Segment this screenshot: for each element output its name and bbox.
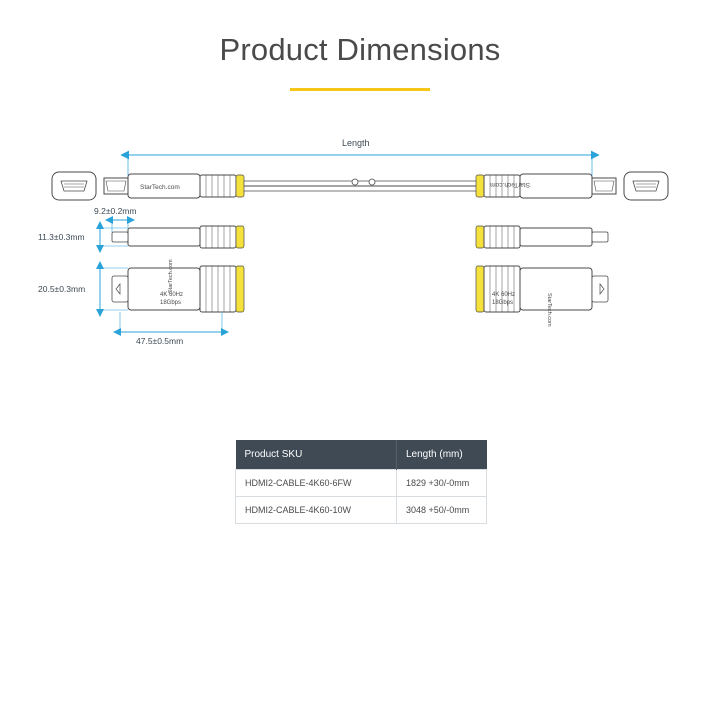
cell-sku: HDMI2-CABLE-4K60-10W	[236, 497, 397, 524]
svg-text:4K 60Hz: 4K 60Hz	[492, 292, 516, 298]
page-title: Product Dimensions	[219, 32, 501, 67]
right-connector	[476, 174, 616, 198]
left-connector	[104, 174, 244, 198]
svg-text:StarTech.com: StarTech.com	[168, 259, 174, 293]
dimension-label-connector-length: 47.5±0.5mm	[136, 336, 184, 346]
cell-length: 3048 +50/-0mm	[397, 497, 487, 524]
cable-break-symbol	[352, 179, 375, 185]
cable-dimension-diagram	[0, 120, 720, 370]
sku-table-wrapper	[235, 440, 487, 524]
table-row	[236, 497, 487, 524]
left-port-outline	[52, 172, 96, 200]
cell-sku: HDMI2-CABLE-4K60-6FW	[236, 470, 397, 497]
cable-side-view	[112, 226, 608, 248]
svg-text:18Gbps: 18Gbps	[160, 300, 182, 306]
cell-length: 1829 +30/-0mm	[397, 470, 487, 497]
cable-main-view	[52, 172, 668, 200]
table-row	[236, 470, 487, 497]
diagram-svg	[0, 120, 720, 370]
dimension-label-depth: 20.5±0.3mm	[38, 284, 86, 294]
svg-text:StarTech.com: StarTech.com	[140, 184, 180, 191]
svg-text:StarTech.com: StarTech.com	[546, 293, 552, 327]
cable-top-view	[112, 259, 608, 327]
dimension-label-width: 9.2±0.2mm	[94, 206, 137, 216]
length-dimension-label: Length	[342, 138, 370, 148]
sku-table	[235, 440, 487, 524]
svg-text:4K 60Hz: 4K 60Hz	[160, 292, 184, 298]
table-header-row	[236, 440, 487, 470]
right-port-outline	[624, 172, 668, 200]
column-header-sku: Product SKU	[236, 440, 397, 470]
title-underline-rule	[290, 88, 430, 91]
column-header-length: Length (mm)	[397, 440, 487, 470]
dimension-label-height: 11.3±0.3mm	[38, 232, 85, 242]
svg-text:18Gbps: 18Gbps	[492, 300, 514, 306]
svg-text:StarTech.com: StarTech.com	[490, 181, 530, 188]
